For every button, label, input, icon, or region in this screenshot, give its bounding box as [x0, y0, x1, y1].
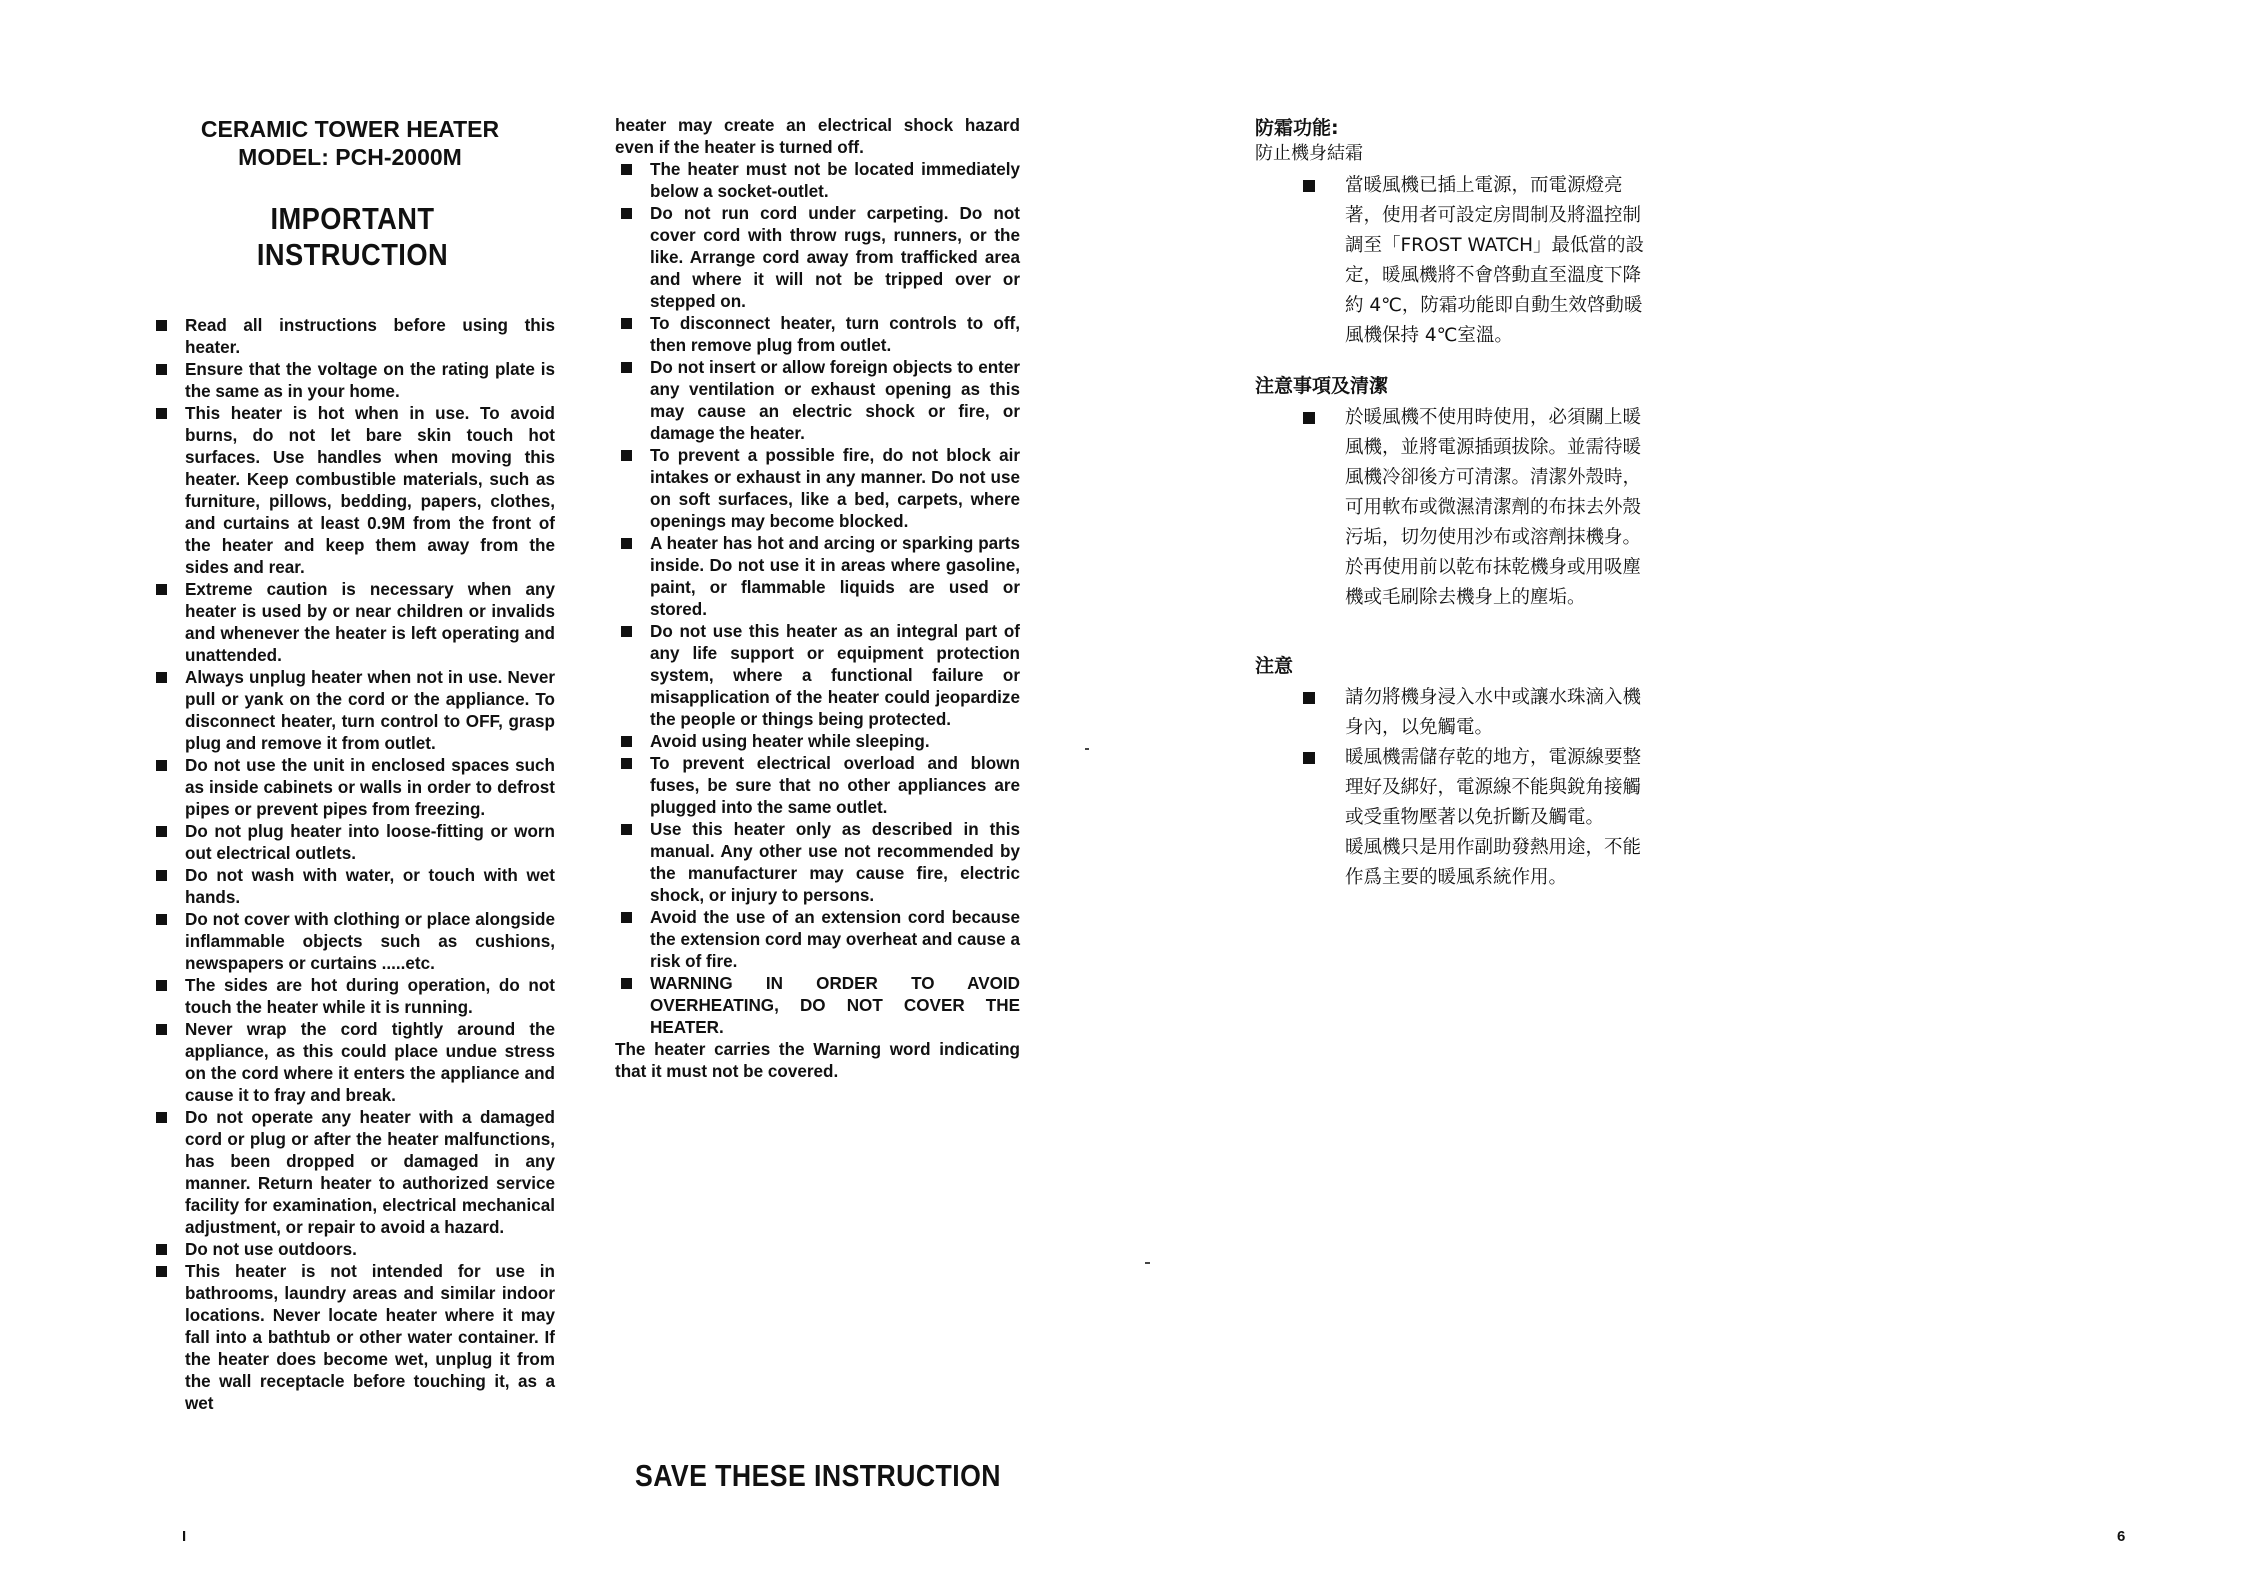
- list-item: [150, 1107, 555, 1239]
- frost-list: [1255, 171, 1650, 351]
- square-bullet-icon: [156, 364, 167, 375]
- list-item-text: Do not operate any heater with a damaged cord or plug or after the heater malfunctions, has been dropped or damaged in any manner. Return heater to authorized service facility for examination, electrical mechanical adjustment, or repair to avoid a hazard.: [185, 1108, 555, 1237]
- square-bullet-icon: [156, 1244, 167, 1255]
- square-bullet-icon: [156, 408, 167, 419]
- list-item-text: Do not use outdoors.: [185, 1240, 357, 1259]
- square-bullet-icon: [621, 538, 632, 549]
- list-item-text: Do not run cord under carpeting. Do not cover cord with throw rugs, runners, or the like. Arrange cord away from trafficked area and where it will not be tripped over or stepped on.: [650, 204, 1020, 311]
- list-item: [615, 159, 1020, 203]
- list-item: [615, 907, 1020, 973]
- list-item-text: 請勿將機身浸入水中或讓水珠滴入機身內，以免觸電。: [1345, 687, 1642, 738]
- page-number-left: I: [182, 1528, 187, 1545]
- list-item: [615, 731, 1020, 753]
- list-item-text: Ensure that the voltage on the rating plate is the same as in your home.: [185, 360, 555, 401]
- care-heading: 注意事項及清潔: [1255, 375, 1389, 397]
- frost-heading: 防霜功能:: [1255, 117, 1339, 139]
- list-item: [1255, 683, 1650, 743]
- right-column: [1255, 115, 1650, 893]
- list-item: [1255, 171, 1650, 351]
- square-bullet-icon: [1303, 412, 1315, 424]
- scan-speck: [1145, 1262, 1150, 1264]
- square-bullet-icon: [621, 978, 632, 989]
- square-bullet-icon: [156, 870, 167, 881]
- list-item-text: The heater must not be located immediately below a socket-outlet.: [650, 160, 1020, 201]
- list-item-text: 暖風機需儲存乾的地方，電源線要整理好及綁好，電源線不能與銳角接觸或受重物壓著以免折斷及觸電。: [1345, 747, 1642, 828]
- square-bullet-icon: [621, 208, 632, 219]
- list-item-text: Do not insert or allow foreign objects to enter any ventilation or exhaust opening as this may cause an electric shock or fire, or damage the heater.: [650, 358, 1020, 443]
- square-bullet-icon: [621, 164, 632, 175]
- frost-subheading: 防止機身結霜: [1255, 143, 1363, 164]
- list-item: [150, 975, 555, 1019]
- list-item: [615, 203, 1020, 313]
- list-item-text: Avoid the use of an extension cord because the extension cord may overheat and cause a risk of fire.: [650, 908, 1020, 971]
- save-instruction-heading: SAVE THESE INSTRUCTION: [635, 1458, 1001, 1493]
- square-bullet-icon: [621, 758, 632, 769]
- square-bullet-icon: [621, 450, 632, 461]
- square-bullet-icon: [156, 672, 167, 683]
- square-bullet-icon: [156, 760, 167, 771]
- care-list: [1255, 403, 1650, 613]
- square-bullet-icon: [156, 914, 167, 925]
- closing-note: The heater carries the Warning word indicating that it must not be covered.: [615, 1040, 1020, 1081]
- list-item-text: Do not wash with water, or touch with wet hands.: [185, 866, 555, 907]
- list-item: [150, 315, 555, 359]
- list-item: [150, 359, 555, 403]
- list-item-text: Do not plug heater into loose-fitting or worn out electrical outlets.: [185, 822, 555, 863]
- list-item: [615, 445, 1020, 533]
- list-item: [150, 1019, 555, 1107]
- square-bullet-icon: [621, 626, 632, 637]
- instruction-list: [150, 315, 555, 1415]
- list-item-text: This heater is not intended for use in bathrooms, laundry areas and similar indoor locations. Never locate heater where it may fall into a bathtub or other water container. If the heater does become wet, unplug it from the wall receptacle before touching it, as a wet: [185, 1262, 555, 1413]
- note-list: [1255, 683, 1650, 833]
- list-item: [615, 753, 1020, 819]
- square-bullet-icon: [621, 362, 632, 373]
- square-bullet-icon: [156, 980, 167, 991]
- product-title: CERAMIC TOWER HEATER: [200, 116, 500, 142]
- list-item: [615, 313, 1020, 357]
- instruction-heading: IMPORTANT INSTRUCTION: [256, 201, 449, 272]
- instruction-list-continued: [615, 159, 1020, 1039]
- list-item-text: Do not use this heater as an integral part of any life support or equipment protection system, where a functional failure or misapplication of the heater could jeopardize the people or things being protected.: [650, 622, 1020, 729]
- page-number-right: 6: [2117, 1528, 2126, 1545]
- list-item-text: Never wrap the cord tightly around the appliance, as this could place undue stress on the cord where it enters the appliance and cause it to fray and break.: [185, 1020, 555, 1105]
- square-bullet-icon: [1303, 692, 1315, 704]
- square-bullet-icon: [621, 824, 632, 835]
- square-bullet-icon: [1303, 752, 1315, 764]
- square-bullet-icon: [621, 736, 632, 747]
- list-item-text: 於暖風機不使用時使用，必須關上暖風機，並將電源插頭拔除。並需待暖風機冷卻後方可清潔。清潔外殼時，可用軟布或微濕清潔劑的布抹去外殼污垢，切勿使用沙布或溶劑抹機身。於再使用前以乾布抹乾機身或用吸塵機或毛刷除去機身上的塵垢。: [1345, 407, 1642, 608]
- model-number: MODEL: PCH-2000M: [238, 144, 462, 170]
- list-item: [150, 755, 555, 821]
- list-item-text: Always unplug heater when not in use. Never pull or yank on the cord or the appliance. To disconnect heater, turn control to OFF, grasp plug and remove it from outlet.: [185, 668, 555, 753]
- list-item: [150, 579, 555, 667]
- square-bullet-icon: [156, 1024, 167, 1035]
- list-item: [615, 819, 1020, 907]
- list-item-text: Read all instructions before using this heater.: [185, 316, 555, 357]
- square-bullet-icon: [156, 1266, 167, 1277]
- list-item: [615, 621, 1020, 731]
- list-item-text: 當暖風機已插上電源，而電源燈亮著，使用者可設定房間制及將溫控制調至「FROST WATCH」最低當的設定，暖風機將不會啓動直至溫度下降約 4℃，防霜功能即自動生效啓動暖風機保持 4℃室溫。: [1345, 175, 1645, 346]
- list-item: [150, 865, 555, 909]
- list-item: [150, 1239, 555, 1261]
- square-bullet-icon: [621, 318, 632, 329]
- list-item-text: Extreme caution is necessary when any heater is used by or near children or invalids and whenever the heater is left operating and unattended.: [185, 580, 555, 665]
- list-item-text: Do not use the unit in enclosed spaces such as inside cabinets or walls in order to defrost pipes or prevent pipes from freezing.: [185, 756, 555, 819]
- list-item: [150, 821, 555, 865]
- list-item: [1255, 403, 1650, 613]
- list-item: [1255, 743, 1650, 833]
- middle-column: [615, 115, 1020, 1083]
- left-column: [150, 115, 555, 1415]
- square-bullet-icon: [621, 912, 632, 923]
- square-bullet-icon: [156, 584, 167, 595]
- list-item-text: Use this heater only as described in this manual. Any other use not recommended by the manufacturer may cause fire, electric shock, or injury to persons.: [650, 820, 1020, 905]
- list-item-text: The sides are hot during operation, do not touch the heater while it is running.: [185, 976, 555, 1017]
- list-item-text: A heater has hot and arcing or sparking parts inside. Do not use it in areas where gasoline, paint, or flammable liquids are used or stored.: [650, 534, 1020, 619]
- note-extra: 暖風機只是用作副助發熱用途，不能作爲主要的暖風系統作用。: [1345, 837, 1642, 888]
- square-bullet-icon: [156, 1112, 167, 1123]
- list-item: [615, 533, 1020, 621]
- square-bullet-icon: [156, 320, 167, 331]
- list-item: [150, 909, 555, 975]
- list-item-text: This heater is hot when in use. To avoid burns, do not let bare skin touch hot surfaces. Use handles when moving this heater. Keep combustible materials, such as furniture, pillows, bedding, papers, clothes, and curtains at least 0.9M from the front of the heater and keep them away from the sides and rear.: [185, 404, 555, 577]
- square-bullet-icon: [156, 826, 167, 837]
- list-item-text: To prevent a possible fire, do not block air intakes or exhaust in any manner. Do not use on soft surfaces, like a bed, carpets, where openings may become blocked.: [650, 446, 1020, 531]
- list-item-text: To prevent electrical overload and blown fuses, be sure that no other appliances are plugged into the same outlet.: [650, 754, 1020, 817]
- continued-text: heater may create an electrical shock hazard even if the heater is turned off.: [615, 116, 1020, 157]
- square-bullet-icon: [1303, 180, 1315, 192]
- list-item-text: Avoid using heater while sleeping.: [650, 732, 930, 751]
- list-item: [615, 973, 1020, 1039]
- list-item: [150, 1261, 555, 1415]
- list-item-text: WARNING IN ORDER TO AVOID OVERHEATING, DO NOT COVER THE HEATER.: [650, 974, 1020, 1037]
- list-item-text: To disconnect heater, turn controls to off, then remove plug from outlet.: [650, 314, 1020, 355]
- list-item: [615, 357, 1020, 445]
- list-item-text: Do not cover with clothing or place alongside inflammable objects such as cushions, newspapers or curtains .....etc.: [185, 910, 555, 973]
- list-item: [150, 403, 555, 579]
- list-item: [150, 667, 555, 755]
- note-heading: 注意: [1255, 655, 1294, 677]
- scan-speck: [1085, 748, 1089, 750]
